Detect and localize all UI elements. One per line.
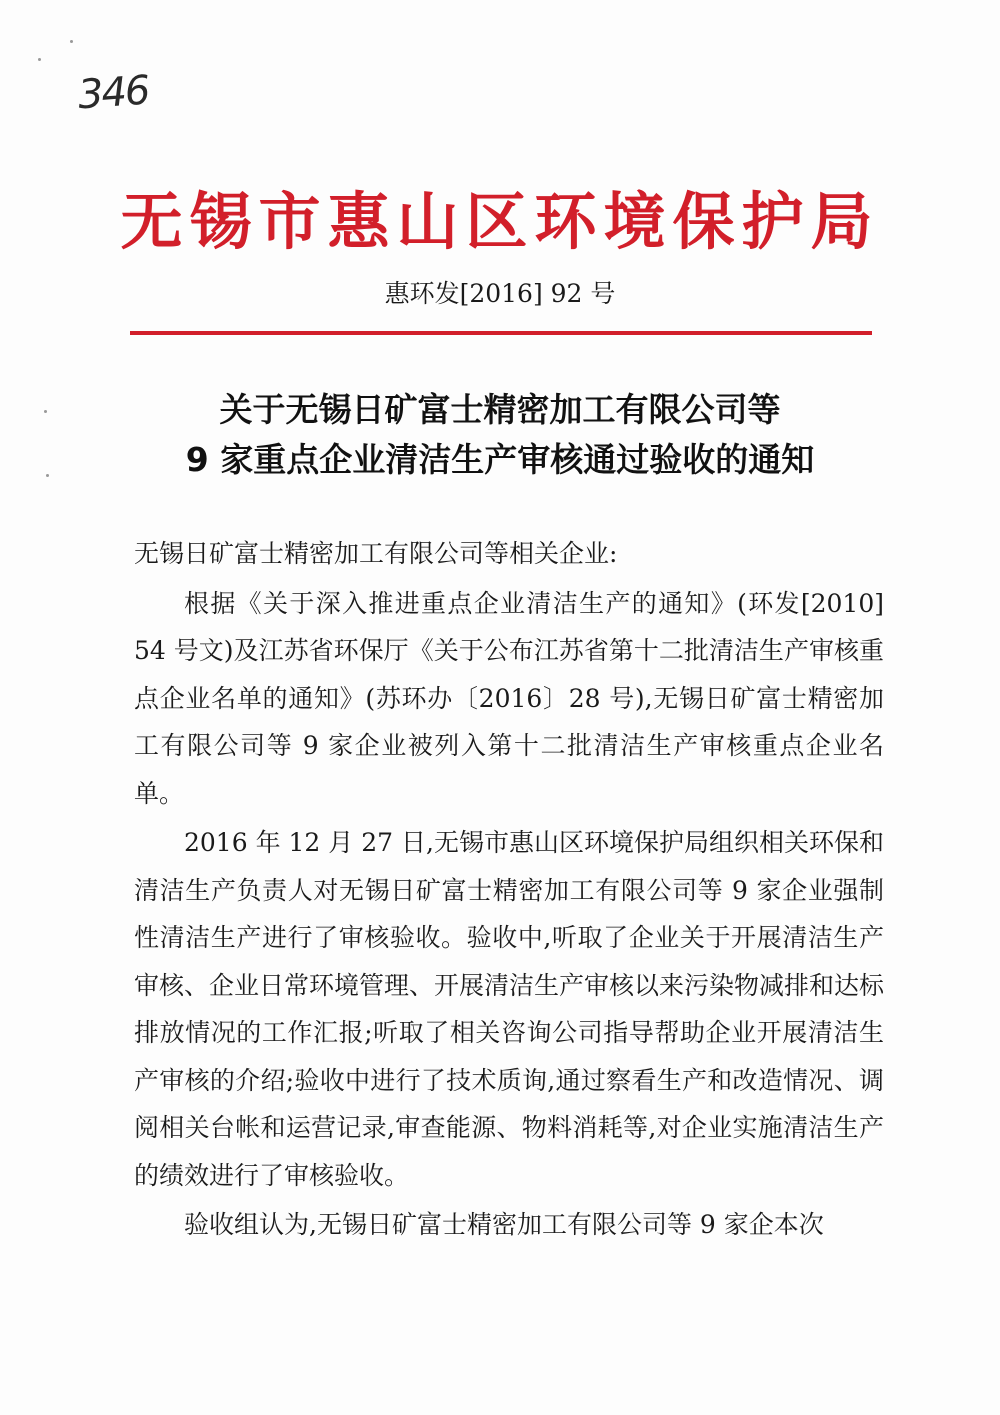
document-title-line-1: 关于无锡日矿富士精密加工有限公司等 bbox=[219, 390, 781, 429]
paragraph-3: 验收组认为,无锡日矿富士精密加工有限公司等 9 家企本次 bbox=[184, 1210, 824, 1239]
scan-speck bbox=[44, 410, 47, 413]
letterhead-divider bbox=[130, 331, 872, 335]
scan-speck bbox=[38, 58, 41, 61]
scan-speck bbox=[46, 474, 49, 477]
letterhead-title: 无锡市惠山区环境保护局 bbox=[120, 185, 880, 258]
paragraph-1: 根据《关于深入推进重点企业清洁生产的通知》(环发[2010] 54 号文)及江苏省环保厅《关于公布江苏省第十二批清洁生产审核重点企业名单的通知》(苏环办〔2016〕28 号),无锡日矿富士精密加工有限公司等 9 家企业被列入第十二批清洁生产审核重点企业名单。 bbox=[134, 588, 884, 808]
document-body bbox=[134, 530, 884, 1251]
document-title bbox=[0, 385, 1000, 485]
salutation: 无锡日矿富士精密加工有限公司等相关企业: bbox=[134, 539, 618, 568]
paragraph-2: 2016 年 12 月 27 日,无锡市惠山区环境保护局组织相关环保和清洁生产负责人对无锡日矿富士精密加工有限公司等 9 家企业强制性清洁生产进行了审核验收。验收中,听取了企业关于开展清洁生产审核、企业日常环境管理、开展清洁生产审核以来污染物减排和达标排放情况的工作汇报;听取了相关咨询公司指导帮助企业开展清洁生产审核的介绍;验收中进行了技术质询,通过察看生产和改造情况、调阅相关台帐和运营记录,审查能源、物料消耗等,对企业实施清洁生产的绩效进行了审核验收。 bbox=[134, 828, 885, 1190]
document-number: 惠环发[2016] 92 号 bbox=[384, 279, 616, 308]
document-title-line-2: 9 家重点企业清洁生产审核通过验收的通知 bbox=[185, 440, 815, 479]
handwritten-page-number: 346 bbox=[76, 67, 150, 119]
scan-speck bbox=[70, 40, 73, 43]
